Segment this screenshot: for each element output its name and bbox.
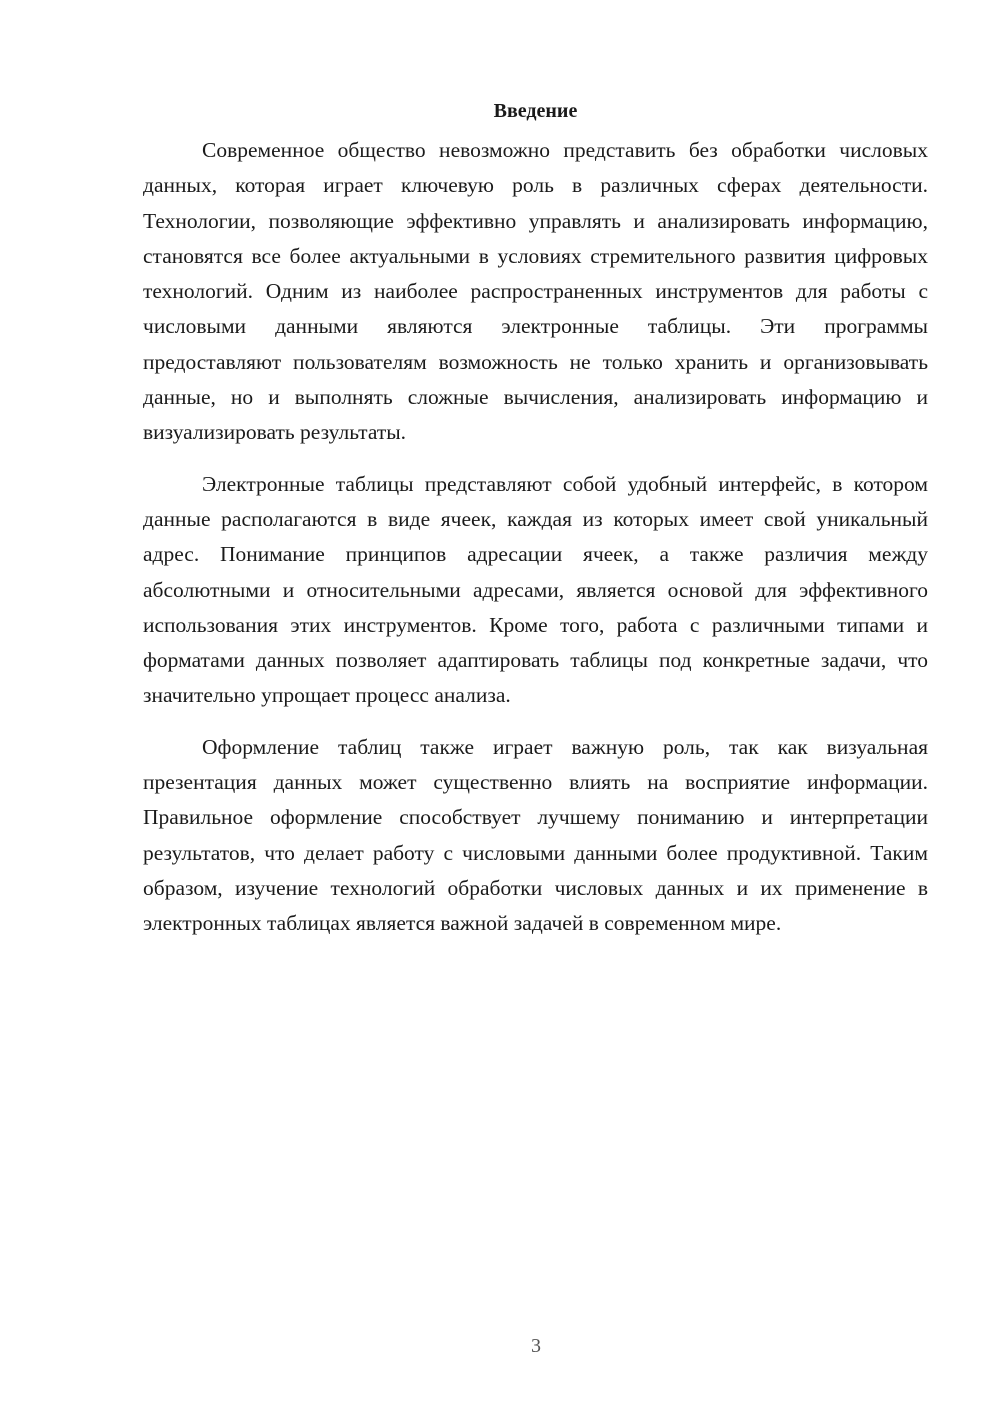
paragraph-3: Оформление таблиц также играет важную роль, так как визуальная презентация данных может существенно влиять на восприятие информации. Правильное оформление способствует лучшему пониманию и интерпретации результатов, что делает работу с числовыми данными более продуктивной. Таким образом, изучение технологий обработки числовых данных и их применение в электронных таблицах является важной задачей в современном мире. — [143, 734, 928, 936]
page-content — [143, 97, 928, 958]
paragraph-1: Современное общество невозможно представить без обработки числовых данных, которая играет ключевую роль в различных сферах деятельности. Технологии, позволяющие эффективно управлять и анализировать информацию, становятся все более актуальными в условиях стремительного развития цифровых технологий. Одним из наиболее распространенных инструментов для работы с числовыми данными являются электронные таблицы. Эти программы предоставляют пользователям возможность не только хранить и организовывать данные, но и выполнять сложные вычисления, анализировать информацию и визуализировать результаты. — [143, 138, 928, 445]
paragraph-2: Электронные таблицы представляют собой удобный интерфейс, в котором данные располагаются в виде ячеек, каждая из которых имеет свой уникальный адрес. Понимание принципов адресации ячеек, а также различия между абсолютными и относительными адресами, является основой для эффективного использования этих инструментов. Кроме того, работа с различными типами и форматами данных позволяет адаптировать таблицы под конкретные задачи, что значительно упрощает процесс анализа. — [143, 471, 928, 708]
page-number: 3 — [531, 1335, 541, 1357]
section-heading: Введение — [493, 100, 578, 122]
